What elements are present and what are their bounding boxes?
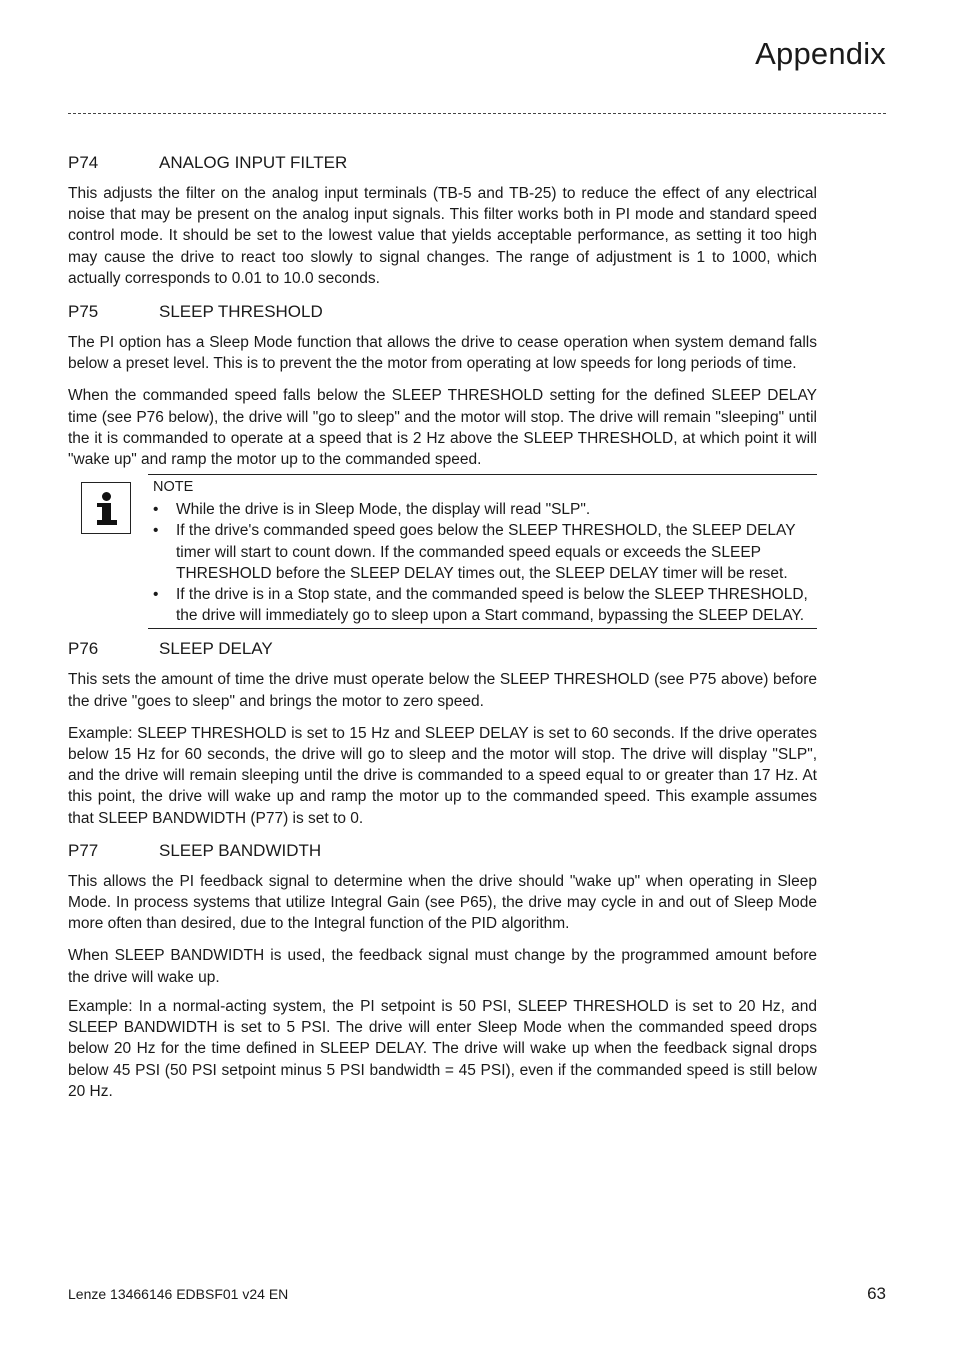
parameter-code: P76: [68, 639, 99, 659]
parameter-code: P74: [68, 153, 99, 172]
example-label: Example:: [68, 724, 133, 742]
example-label: Example:: [68, 997, 133, 1015]
main-content: [68, 152, 817, 1113]
paragraph: The PI option has a Sleep Mode function that allows the drive to cease operation when system demand falls below a preset level. This is to prevent the the motor from operating at low speeds for long periods of time.: [68, 334, 817, 373]
parameter-title: SLEEP BANDWIDTH: [159, 840, 322, 860]
parameter-code: P75: [68, 302, 99, 322]
parameter-code: P77: [68, 840, 99, 860]
paragraph: This sets the amount of time the drive must operate below the SLEEP THRESHOLD (see P75 above) before the drive "goes to sleep" and brings the motor to zero speed.: [68, 671, 817, 710]
parameter-title: ANALOG INPUT FILTER: [159, 153, 348, 172]
note-block: [68, 474, 817, 629]
note-box: [148, 474, 817, 629]
note-item: • If the drive's commanded speed goes below the SLEEP THRESHOLD, the SLEEP DELAY timer will start to count down. If the commanded speed equals or exceeds the SLEEP THRESHOLD before the SLEEP DELAY times out, the SLEEP DELAY timer will be reset.: [153, 520, 817, 584]
example-paragraph: [68, 723, 817, 829]
example-paragraph: [68, 996, 817, 1102]
note-list: [153, 499, 817, 626]
paragraph: When SLEEP BANDWIDTH is used, the feedback signal must change by the programmed amount before the drive will wake up.: [68, 947, 817, 986]
note-item: • If the drive is in a Stop state, and the commanded speed is below the SLEEP THRESHOLD, the drive will immediately go to sleep upon a Start command, bypassing the SLEEP DELAY.: [153, 584, 817, 626]
page-number: 63: [867, 1284, 886, 1303]
section-heading-p74: [68, 152, 817, 174]
paragraph: When the commanded speed falls below the SLEEP THRESHOLD setting for the defined SLEEP DELAY time (see P76 below), the drive will "go to sleep" and the motor will stop. The drive will remain "sleeping" until the it is commanded to operate at a speed that is 2 Hz above the SLEEP THRESHOLD, at which point it will "wake up" and ramp the motor up to the commanded speed.: [68, 387, 817, 469]
paragraph: This adjusts the filter on the analog input terminals (TB-5 and TB-25) to reduce the effect of any electrical noise that may be present on the analog input signals. This filter works both in PI mode and standard speed control mode. It should be set to the lowest value that yields acceptable performance, as setting it too high may cause the drive to react too slowly to signal changes. The range of adjustment is 1 to 1000, which actually corresponds to 0.01 to 10.0 seconds.: [68, 185, 817, 287]
note-item: • While the drive is in Sleep Mode, the display will read "SLP".: [153, 499, 817, 520]
section-heading-p76: [68, 638, 817, 660]
info-icon: [81, 482, 131, 534]
footer-doc-id: Lenze 13466146 EDBSF01 v24 EN: [68, 1286, 289, 1302]
section-heading-p77: [68, 840, 817, 862]
note-label: NOTE: [153, 479, 194, 496]
header-divider: [68, 113, 886, 114]
example-text: In a normal-acting system, the PI setpoint is 50 PSI, SLEEP THRESHOLD is set to 20 Hz, and SLEEP BANDWIDTH is set to 5 PSI. The drive will enter Sleep Mode when the commanded speed drops below 20 Hz for the time defined in SLEEP DELAY. The drive will wake up when the feedback signal drops below 45 PSI (50 PSI setpoint minus 5 PSI bandwidth = 45 PSI), even if the commanded speed is still below 20 Hz.: [68, 997, 817, 1100]
example-text: SLEEP THRESHOLD is set to 15 Hz and SLEEP DELAY is set to 60 seconds. If the drive operates below 15 Hz for 60 seconds, the drive will go to sleep and the motor will stop. The drive will display "SLP", and the drive will remain sleeping until the drive is commanded to a speed equal to or greater than 17 Hz. At this point, the drive will wake up and ramp the motor up to the commanded speed. This example assumes that SLEEP BANDWIDTH (P77) is set to 0.: [68, 724, 817, 827]
paragraph: This allows the PI feedback signal to determine when the drive should "wake up" when operating in Sleep Mode. In process systems that utilize Integral Gain (see P65), the drive may cycle in and out of Sleep Mode more often than desired, due to the Integral function of the PID algorithm.: [68, 872, 817, 933]
page-header-title: Appendix: [755, 36, 886, 71]
section-heading-p75: [68, 301, 817, 323]
parameter-title: SLEEP DELAY: [159, 639, 273, 659]
parameter-title: SLEEP THRESHOLD: [159, 302, 323, 322]
